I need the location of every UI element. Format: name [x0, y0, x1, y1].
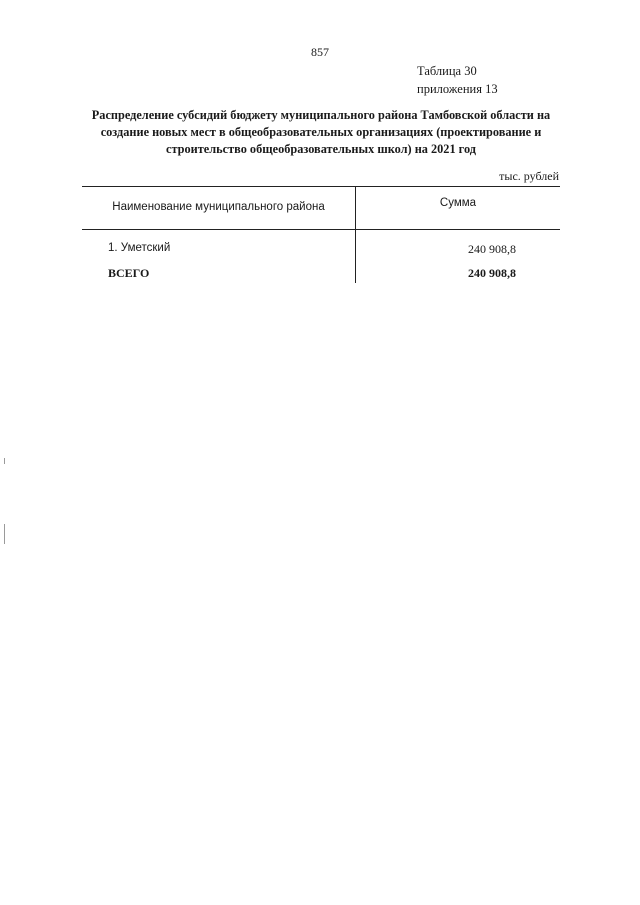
header-sum: Сумма	[439, 197, 477, 209]
total-row-label: ВСЕГО	[108, 266, 150, 280]
appendix-reference: приложения 13	[417, 82, 498, 96]
scan-artifact-mark	[4, 458, 5, 464]
document-title: Распределение субсидий бюджету муниципального района Тамбовской области на создание новых мест в общеобразовательных организациях (проектирование и строительство общеобразовательных школ) на 2021 год	[91, 108, 551, 156]
table-reference	[417, 62, 498, 98]
column-divider	[355, 187, 356, 283]
total-row-sum: 240 908,8	[468, 266, 516, 280]
subsidy-table	[82, 186, 560, 283]
header-district-name: Наименование муниципального района	[112, 201, 325, 213]
table-number: Таблица 30	[417, 64, 477, 78]
table-header-row	[82, 187, 560, 230]
page-number: 857	[311, 45, 329, 59]
table-row-district-name: 1. Уметский	[108, 242, 171, 254]
table-row-sum: 240 908,8	[468, 242, 516, 256]
scan-artifact-mark	[4, 524, 5, 544]
units-label: тыс. рублей	[499, 169, 559, 183]
